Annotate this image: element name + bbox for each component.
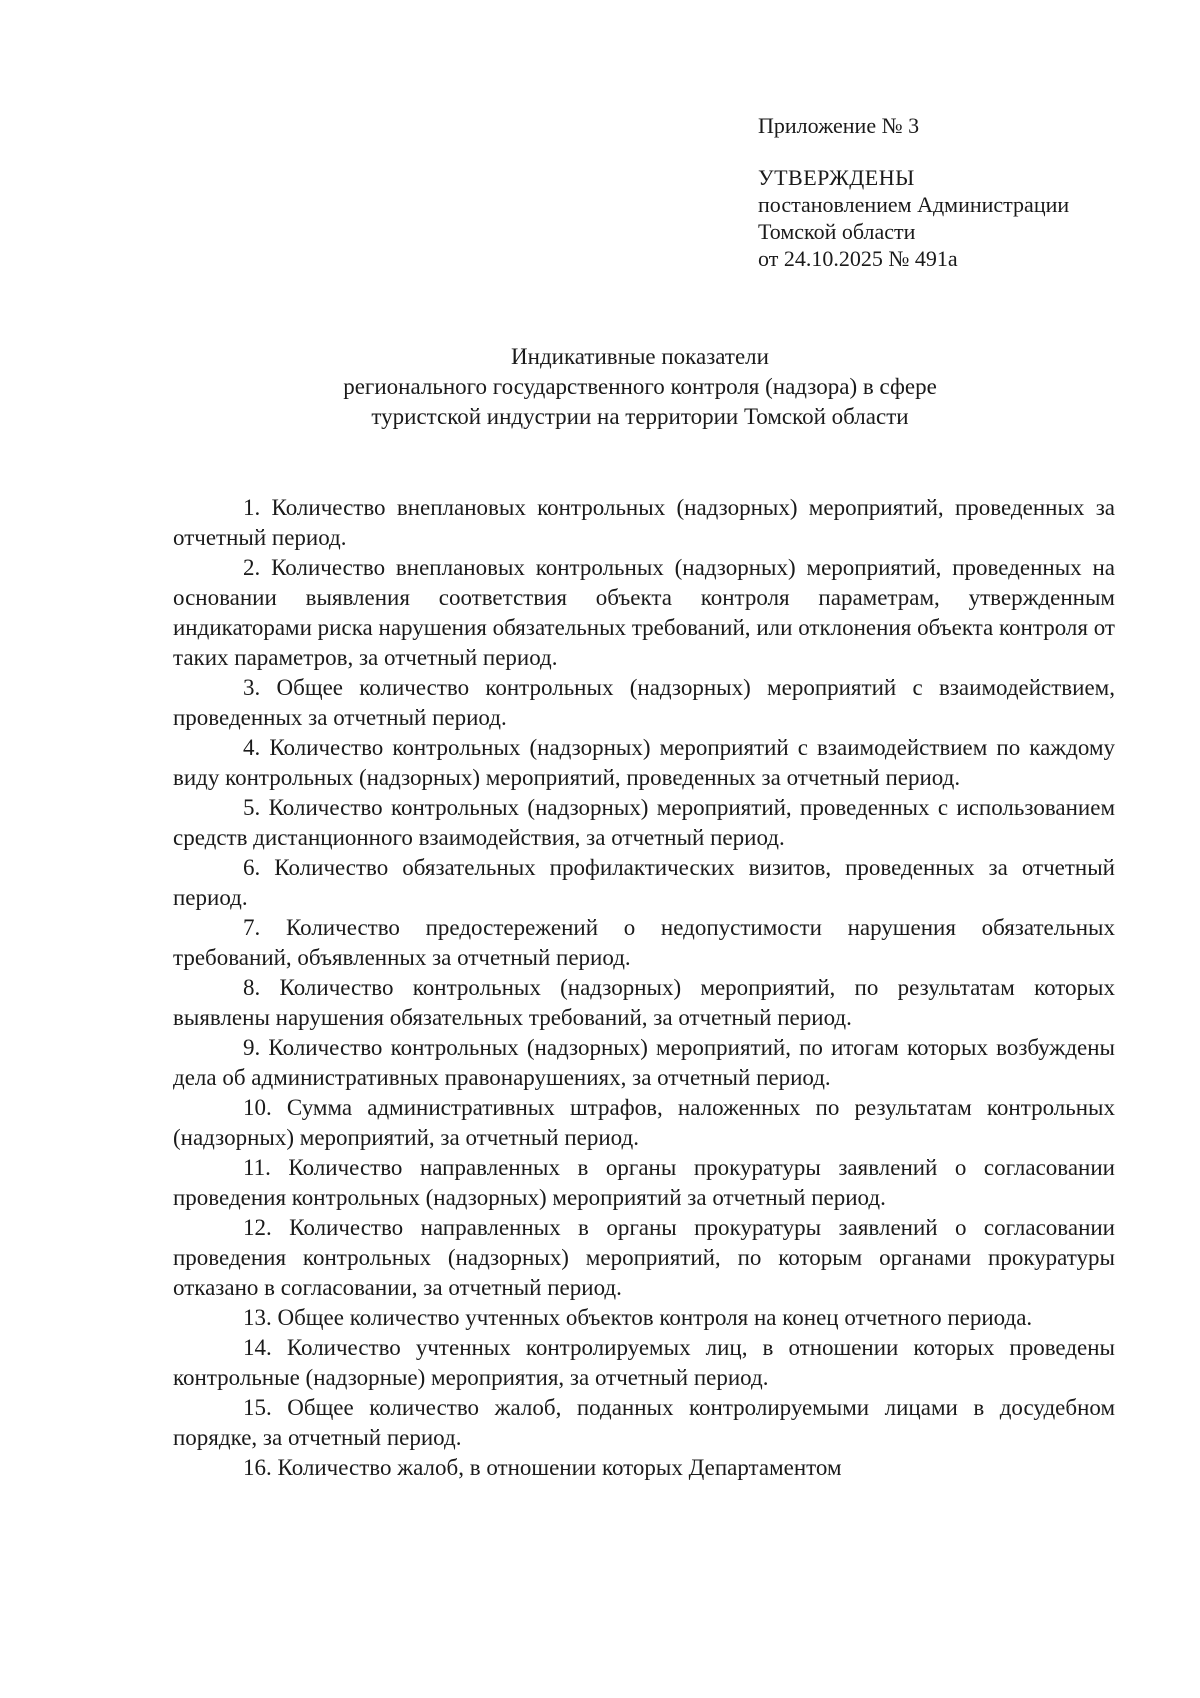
indicator-item: 1. Количество внеплановых контрольных (надзорных) мероприятий, проведенных за отчетный период. [173,495,1115,550]
document-title [170,342,1110,432]
indicator-list [173,493,1115,1483]
indicator-item: 9. Количество контрольных (надзорных) мероприятий, по итогам которых возбуждены дела об административных правонарушениях, за отчетный период. [173,1035,1115,1090]
indicator-item: 8. Количество контрольных (надзорных) мероприятий, по результатам которых выявлены нарушения обязательных требований, за отчетный период. [173,975,1115,1030]
indicator-item: 4. Количество контрольных (надзорных) мероприятий с взаимодействием по каждому виду контрольных (надзорных) мероприятий, проведенных за отчетный период. [173,735,1115,790]
approval-line-3: от 24.10.2025 № 491а [758,246,958,271]
indicator-item: 7. Количество предостережений о недопустимости нарушения обязательных требований, объявленных за отчетный период. [173,915,1115,970]
indicator-item: 11. Количество направленных в органы прокуратуры заявлений о согласовании проведения контрольных (надзорных) мероприятий за отчетный период. [173,1155,1115,1210]
approval-line-2: Томской области [758,219,916,244]
indicator-item: 2. Количество внеплановых контрольных (надзорных) мероприятий, проведенных на основании выявления соответствия объекта контроля параметрам, утвержденным индикаторами риска нарушения обязательных требований, или отклонения объекта контроля от таких параметров, за отчетный период. [173,555,1115,670]
indicator-item: 6. Количество обязательных профилактических визитов, проведенных за отчетный период. [173,855,1115,910]
indicator-item: 14. Количество учтенных контролируемых лиц, в отношении которых проведены контрольные (надзорные) мероприятия, за отчетный период. [173,1335,1115,1390]
indicator-item: 13. Общее количество учтенных объектов контроля на конец отчетного периода. [243,1305,1033,1330]
approved-heading: УТВЕРЖДЕНЫ [758,165,915,190]
indicator-item: 5. Количество контрольных (надзорных) мероприятий, проведенных с использованием средств дистанционного взаимодействия, за отчетный период. [173,795,1115,850]
approval-block [758,112,1158,272]
title-line-2: регионального государственного контроля (надзора) в сфере [343,374,937,399]
indicator-item: 16. Количество жалоб, в отношении которых Департаментом [243,1455,842,1480]
title-line-3: туристской индустрии на территории Томской области [371,404,909,429]
indicator-item: 10. Сумма административных штрафов, наложенных по результатам контрольных (надзорных) мероприятий, за отчетный период. [173,1095,1115,1150]
appendix-number: Приложение № 3 [758,113,920,138]
title-line-1: Индикативные показатели [511,344,769,369]
indicator-item: 12. Количество направленных в органы прокуратуры заявлений о согласовании проведения контрольных (надзорных) мероприятий, по которым органами прокуратуры отказано в согласовании, за отчетный период. [173,1215,1115,1300]
indicator-item: 15. Общее количество жалоб, поданных контролируемыми лицами в досудебном порядке, за отчетный период. [173,1395,1115,1450]
approval-line-1: постановлением Администрации [758,192,1070,217]
indicator-item: 3. Общее количество контрольных (надзорных) мероприятий с взаимодействием, проведенных за отчетный период. [173,675,1115,730]
